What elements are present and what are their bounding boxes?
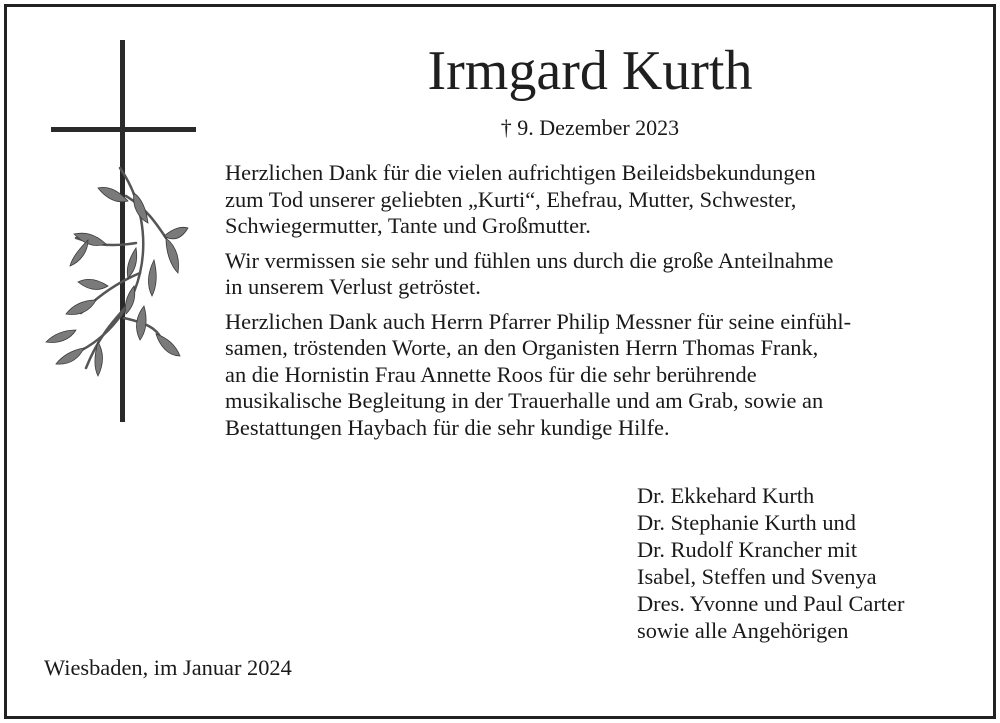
text-line: Wir vermissen sie sehr und fühlen uns durch die große Anteilnahme — [225, 247, 834, 273]
paragraph-thanks — [225, 309, 975, 442]
text-line: Bestattungen Haybach für die sehr kundige Hilfe. — [225, 414, 670, 440]
signature-line: Dres. Yvonne und Paul Carter — [637, 591, 905, 616]
text-line: zum Tod unserer geliebten „Kurti“, Ehefrau, Mutter, Schwester, — [225, 186, 797, 212]
signature-line: sowie alle Angehörigen — [637, 618, 849, 643]
paragraph-condolences — [225, 160, 975, 240]
signature-line: Dr. Ekkehard Kurth — [637, 483, 815, 508]
text-line: samen, tröstenden Worte, an den Organisten Herrn Thomas Frank, — [225, 335, 819, 360]
signature-line: Isabel, Steffen und Svenya — [637, 564, 877, 589]
signatures — [637, 482, 977, 644]
text-line: Schwiegermutter, Tante und Großmutter. — [225, 213, 591, 238]
text-line: Herzlichen Dank für die vielen aufrichtigen Beileidsbekundungen — [225, 160, 816, 185]
paragraph-missing — [225, 248, 975, 301]
thank-you-text — [225, 160, 975, 449]
cross-with-olive-branch-icon — [36, 38, 196, 428]
text-line: musikalische Begleitung in der Trauerhalle und am Grab, sowie an — [225, 388, 824, 413]
text-line: Herzlichen Dank auch Herrn Pfarrer Philip Messner für seine einfühl- — [225, 308, 852, 334]
signature-line: Dr. Rudolf Krancher mit — [637, 537, 858, 562]
deceased-name: Irmgard Kurth — [427, 40, 753, 102]
death-date: † 9. Dezember 2023 — [500, 115, 680, 140]
signature-line: Dr. Stephanie Kurth und — [637, 510, 856, 535]
text-line: an die Hornistin Frau Annette Roos für die sehr berührende — [225, 361, 757, 387]
place-date: Wiesbaden, im Januar 2024 — [44, 655, 292, 680]
text-line: in unserem Verlust getröstet. — [225, 274, 481, 299]
